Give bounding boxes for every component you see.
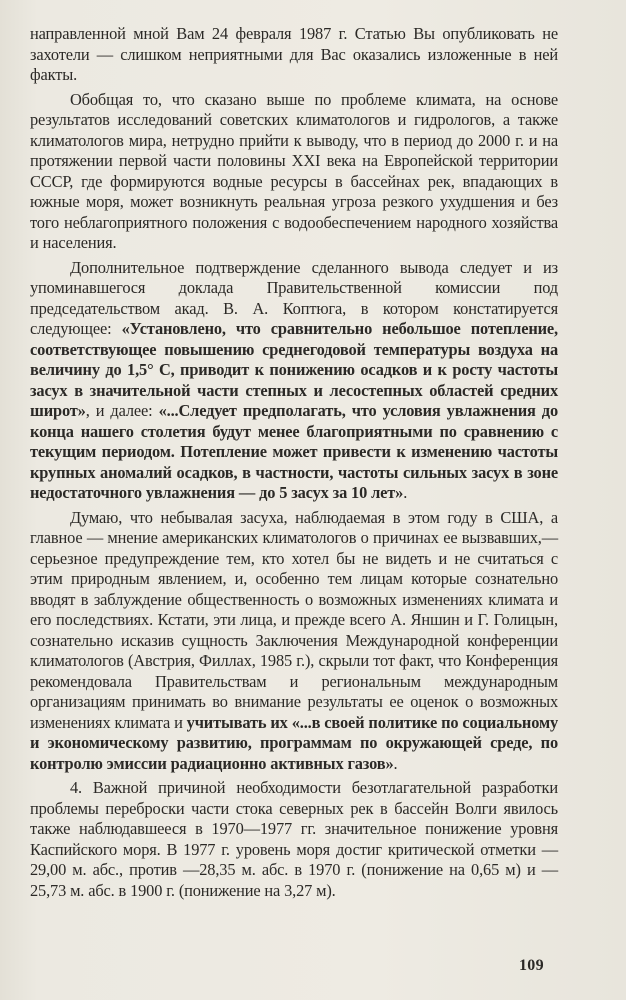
paragraph-4	[30, 508, 558, 775]
paragraph-3	[30, 258, 558, 504]
paragraph-3-intro: Дополнительное подтверждение сделанного вывода следует и из упоминавшегося доклада Правительственной комиссии под председательством акад. В. А. Коптюга, в котором констатируется следующее:	[30, 257, 558, 338]
paragraph-4-end: .	[393, 753, 398, 773]
paragraph-2	[30, 90, 558, 254]
page-number: 109	[519, 957, 544, 974]
paragraph-5	[30, 778, 558, 901]
paragraph-4-text: Думаю, что небывалая засуха, наблюдаемая в этом году в США, а главное — мнение американских климатологов о причинах ее вызвавших,— серьезное предупреждение тем, кто хотел бы не видеть и не считаться с этим природным явлением, и, особенно тем лицам которые сознательно вводят в заблуждение общественность о возможных изменениях климата и его последствиях. Кстати, эти лица, и прежде всего А. Яншин и Г. Голицын, сознательно исказив сущность Заключения Международной конференции климатологов (Австрия, Филлах, 1985 г.), скрыли тот факт, что Конференция рекомендовала Правительствам и региональным международным организациям принимать во внимание результаты ее оценок о возможных изменениях климата и	[30, 507, 558, 732]
paragraph-5-text: 4. Важной причиной необходимости безотлагательной разработки проблемы переброски части стока северных рек в бассейн Волги явилось также наблюдавшееся в 1970—1977 гг. значительное понижение уровня Каспийского моря. В 1977 г. уровень моря достиг критической отметки —29,00 м. абс., против —28,35 м. абс. в 1970 г. (понижение на 0,65 м) и —25,73 м. абс. в 1900 г. (понижение на 3,27 м).	[30, 778, 558, 900]
body-text	[30, 24, 558, 901]
paragraph-3-end: .	[403, 483, 408, 502]
paragraph-1-text: направленной мной Вам 24 февраля 1987 г. Статью Вы опубликовать не захотели — слишком неприятными для Вас оказались изложенные в ней факты.	[30, 24, 558, 84]
quote-1-bold: «Установлено, что сравнительно небольшое потепление, соответствующее повышению среднегодовой температуры воздуха на величину до 1,5° С, приводит к понижению осадков и к росту частоты засух в значительной части степных и лесостепных областей средних широт»	[30, 319, 558, 420]
paragraph-1	[30, 24, 558, 86]
quote-2-bold: «...Следует предполагать, что условия увлажнения до конца нашего столетия будут менее благоприятными по сравнению с текущим периодом. Потепление может привести к изменению частоты крупных аномалий осадков, в частности, частоты сильных засух в зоне недостаточного увлажнения — до 5 засух за 10 лет»	[30, 401, 558, 502]
paragraph-3-connector: , и далее:	[85, 401, 159, 420]
quote-3-bold: учитывать их «...в своей политике по социальному и экономическому развитию, программам по окружающей среде, по контролю эмиссии радиационно активных газов»	[30, 712, 559, 773]
paragraph-2-text: Обобщая то, что сказано выше по проблеме климата, на основе результатов исследований советских климатологов и гидрологов, а также климатологов мира, нетрудно прийти к выводу, что в период до 2000 г. и на протяжении первой части половины XXI века на Европейской территории СССР, где формируются водные ресурсы в бассейнах рек, впадающих в южные моря, может возникнуть реальная угроза резкого ухудшения и без того неблагоприятного положения с водообеспечением народного хозяйства и населения.	[30, 89, 558, 252]
